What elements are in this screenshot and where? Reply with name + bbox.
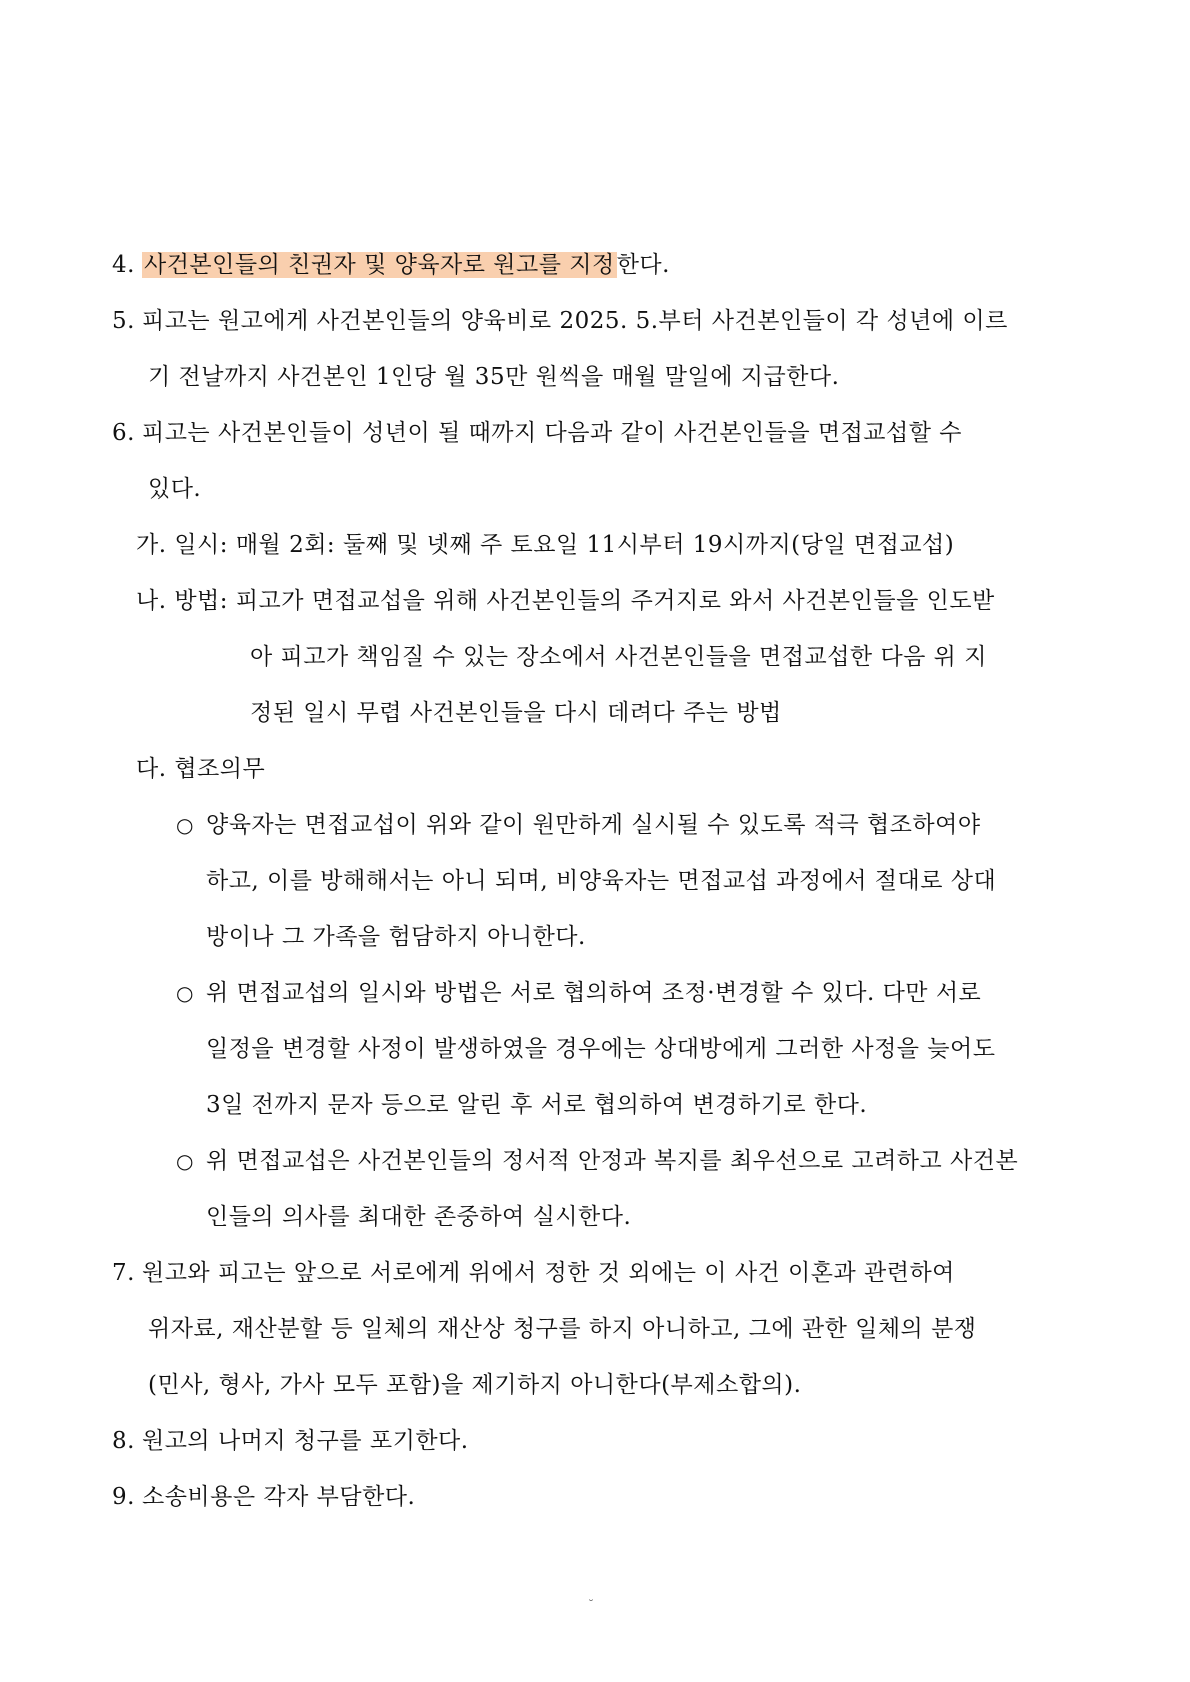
item-6-line-1 (112, 418, 962, 448)
item-6-text-1: 피고는 사건본인들이 성년이 될 때까지 다음과 같이 사건본인들을 면접교섭할 수 (142, 420, 962, 446)
bullet-1-line-3: 방이나 그 가족을 험담하지 아니한다. (206, 924, 586, 950)
bullet-circle-icon: ○ (176, 1149, 194, 1173)
page-mark: ˘ (588, 1598, 594, 1612)
bullet-3-line-1 (176, 1146, 1018, 1176)
bullet-circle-icon: ○ (176, 813, 194, 837)
item-6-na-line-2: 아 피고가 책임질 수 있는 장소에서 사건본인들을 면접교섭한 다음 위 지 (250, 644, 987, 670)
bullet-circle-icon: ○ (176, 981, 194, 1005)
bullet-2-text-1: 위 면접교섭의 일시와 방법은 서로 협의하여 조정·변경할 수 있다. 다만 서로 (206, 980, 982, 1006)
item-6-number: 6. (112, 420, 135, 446)
item-4-rest: 한다. (616, 252, 670, 278)
item-6-ga: 가. 일시: 매월 2회: 둘째 및 넷째 주 토요일 11시부터 19시까지(당일 면접교섭) (136, 532, 955, 558)
item-6-line-2: 있다. (148, 476, 202, 502)
item-9-text: 소송비용은 각자 부담한다. (142, 1484, 416, 1510)
item-6-na-line-3: 정된 일시 무렵 사건본인들을 다시 데려다 주는 방법 (250, 700, 782, 726)
bullet-2-line-2: 일정을 변경할 사정이 발생하였을 경우에는 상대방에게 그러한 사정을 늦어도 (206, 1036, 996, 1062)
bullet-3-text-1: 위 면접교섭은 사건본인들의 정서적 안정과 복지를 최우선으로 고려하고 사건본 (206, 1148, 1019, 1174)
item-5-line-1 (112, 306, 1094, 336)
item-4-highlighted-text: 사건본인들의 친권자 및 양육자로 원고를 지정 (144, 252, 615, 278)
item-4-number: 4. (112, 252, 135, 278)
item-5-line-2: 기 전날까지 사건본인 1인당 월 35만 원씩을 매월 말일에 지급한다. (148, 364, 840, 390)
item-7-number: 7. (112, 1260, 135, 1286)
item-8-text: 원고의 나머지 청구를 포기한다. (142, 1428, 469, 1454)
item-5-text-1: 피고는 원고에게 사건본인들의 양육비로 2025. 5.부터 사건본인들이 각 성년에 이르 (142, 308, 1008, 334)
bullet-2-line-1 (176, 978, 981, 1008)
item-7-line-1 (112, 1258, 955, 1288)
item-8 (112, 1426, 469, 1456)
item-8-number: 8. (112, 1428, 135, 1454)
item-5-number: 5. (112, 308, 135, 334)
bullet-2-line-3: 3일 전까지 문자 등으로 알린 후 서로 협의하여 변경하기로 한다. (206, 1092, 868, 1118)
item-6-na-line-1: 나. 방법: 피고가 면접교섭을 위해 사건본인들의 주거지로 와서 사건본인들을 인도받 (136, 588, 995, 614)
bullet-1-text-1: 양육자는 면접교섭이 위와 같이 원만하게 실시될 수 있도록 적극 협조하여야 (206, 812, 981, 838)
item-9 (112, 1482, 415, 1512)
item-7-text-1: 원고와 피고는 앞으로 서로에게 위에서 정한 것 외에는 이 사건 이혼과 관련하여 (142, 1260, 955, 1286)
item-4 (112, 250, 670, 280)
item-7-line-3: (민사, 형사, 가사 모두 포함)을 제기하지 아니한다(부제소합의). (148, 1372, 802, 1398)
item-9-number: 9. (112, 1484, 135, 1510)
item-7-line-2: 위자료, 재산분할 등 일체의 재산상 청구를 하지 아니하고, 그에 관한 일체의 분쟁 (148, 1316, 977, 1342)
item-6-da: 다. 협조의무 (136, 756, 266, 782)
bullet-3-line-2: 인들의 의사를 최대한 존중하여 실시한다. (206, 1204, 632, 1230)
bullet-1-line-2: 하고, 이를 방해해서는 아니 되며, 비양육자는 면접교섭 과정에서 절대로 상대 (206, 868, 997, 894)
bullet-1-line-1 (176, 810, 981, 840)
